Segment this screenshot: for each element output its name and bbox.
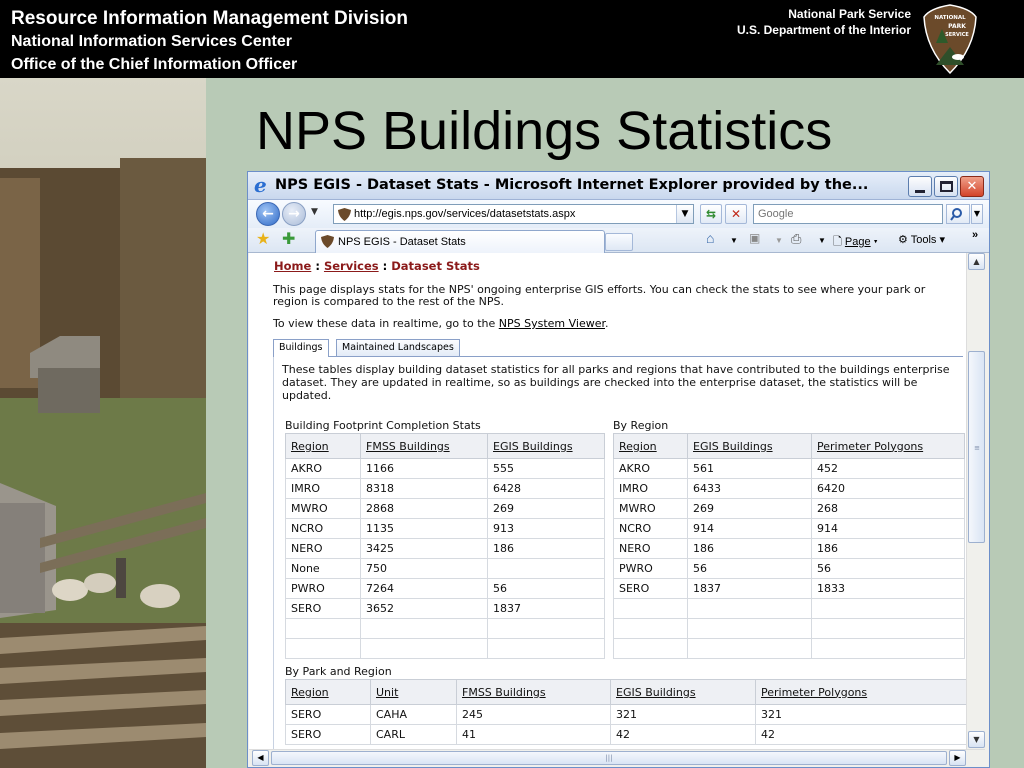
table-row bbox=[614, 539, 965, 559]
page-content bbox=[249, 253, 966, 749]
tools-menu-label: Tools bbox=[910, 234, 937, 246]
breadcrumb-home-link[interactable]: Home bbox=[274, 259, 312, 273]
table-row bbox=[614, 459, 965, 479]
region-table bbox=[613, 433, 965, 659]
table-cell bbox=[614, 599, 688, 619]
breadcrumb-current: Dataset Stats bbox=[391, 259, 480, 273]
table-cell: 42 bbox=[611, 725, 756, 745]
browser-window bbox=[247, 171, 990, 768]
nps-arrowhead-logo bbox=[922, 3, 978, 75]
table-row bbox=[286, 459, 605, 479]
column-header-region[interactable]: Region bbox=[614, 434, 688, 459]
home-icon[interactable]: ⌂ bbox=[706, 230, 715, 246]
table-cell bbox=[488, 639, 605, 659]
table-cell: 8318 bbox=[361, 479, 488, 499]
column-header-fmss-buildings[interactable]: FMSS Buildings bbox=[457, 680, 611, 705]
table-cell bbox=[688, 639, 812, 659]
table-row bbox=[614, 579, 965, 599]
table-cell bbox=[286, 619, 361, 639]
svg-text:NATIONAL: NATIONAL bbox=[934, 15, 966, 21]
search-button[interactable] bbox=[946, 204, 970, 224]
table-row bbox=[614, 559, 965, 579]
table-row bbox=[286, 499, 605, 519]
svg-text:PARK: PARK bbox=[948, 23, 966, 30]
table-cell: NERO bbox=[286, 539, 361, 559]
table-cell: CARL bbox=[371, 725, 457, 745]
empty-table-row bbox=[286, 619, 605, 639]
tab-maintained-landscapes[interactable]: Maintained Landscapes bbox=[336, 339, 460, 356]
search-icon bbox=[947, 205, 969, 223]
horizontal-scroll-thumb[interactable]: ||| bbox=[271, 751, 947, 765]
feeds-icon[interactable]: ▣ bbox=[749, 231, 761, 245]
recent-pages-dropdown[interactable]: ▼ bbox=[311, 207, 318, 217]
table-cell: 186 bbox=[688, 539, 812, 559]
table-cell: None bbox=[286, 559, 361, 579]
url-field[interactable] bbox=[333, 204, 694, 224]
print-dropdown-icon[interactable]: ▼ bbox=[818, 236, 826, 245]
table-cell bbox=[688, 599, 812, 619]
table-cell: 914 bbox=[812, 519, 965, 539]
table-cell: 913 bbox=[488, 519, 605, 539]
table-row bbox=[614, 519, 965, 539]
table-cell: PWRO bbox=[286, 579, 361, 599]
table-cell: 56 bbox=[488, 579, 605, 599]
table-cell bbox=[614, 619, 688, 639]
tab-nps-egis-dataset-stats[interactable] bbox=[315, 230, 605, 253]
table-row bbox=[286, 705, 967, 725]
table-cell bbox=[614, 639, 688, 659]
table-cell bbox=[812, 619, 965, 639]
breadcrumb bbox=[274, 259, 480, 273]
page-menu[interactable]: 🗋 Page ▾ bbox=[833, 236, 878, 248]
table-cell: 186 bbox=[488, 539, 605, 559]
maximize-button[interactable] bbox=[934, 176, 958, 197]
park-caption: By Park and Region bbox=[285, 665, 392, 678]
breadcrumb-services-link[interactable]: Services bbox=[323, 259, 379, 273]
nps-favicon-icon bbox=[338, 208, 351, 221]
column-header-perimeter-polygons[interactable]: Perimeter Polygons bbox=[756, 680, 967, 705]
table-cell: 6433 bbox=[688, 479, 812, 499]
office-name: Office of the Chief Information Officer bbox=[11, 56, 298, 73]
table-cell: 1135 bbox=[361, 519, 488, 539]
column-header-unit[interactable]: Unit bbox=[371, 680, 457, 705]
scroll-left-icon[interactable]: ◀ bbox=[252, 750, 269, 766]
table-cell: 3425 bbox=[361, 539, 488, 559]
agency-name: National Park Service bbox=[788, 7, 911, 21]
empty-table-row bbox=[614, 599, 965, 619]
table-cell bbox=[361, 619, 488, 639]
address-bar bbox=[248, 200, 989, 228]
table-cell bbox=[488, 559, 605, 579]
system-viewer-link[interactable]: NPS System Viewer bbox=[498, 317, 605, 330]
table-cell: 1166 bbox=[361, 459, 488, 479]
table-cell: 42 bbox=[756, 725, 967, 745]
search-input[interactable] bbox=[758, 206, 938, 222]
table-cell: 6420 bbox=[812, 479, 965, 499]
table-row bbox=[286, 519, 605, 539]
table-cell bbox=[688, 619, 812, 639]
table-cell: CAHA bbox=[371, 705, 457, 725]
empty-table-row bbox=[286, 639, 605, 659]
svg-text:SERVICE: SERVICE bbox=[945, 32, 969, 38]
department-name: U.S. Department of the Interior bbox=[736, 23, 911, 37]
empty-table-row bbox=[614, 619, 965, 639]
scroll-down-icon[interactable]: ▼ bbox=[968, 731, 985, 748]
table-cell: 268 bbox=[812, 499, 965, 519]
minimize-icon bbox=[915, 190, 925, 193]
table-cell: 41 bbox=[457, 725, 611, 745]
tab-label: NPS EGIS - Dataset Stats bbox=[338, 236, 466, 248]
more-commands-icon[interactable]: » bbox=[972, 229, 979, 241]
table-cell: PWRO bbox=[614, 559, 688, 579]
table-cell: SERO bbox=[286, 599, 361, 619]
scroll-up-icon[interactable]: ▲ bbox=[968, 253, 985, 270]
url-dropdown-icon[interactable]: ▼ bbox=[676, 205, 693, 223]
window-title: NPS EGIS - Dataset Stats - Microsoft Internet Explorer provided by the... bbox=[275, 177, 869, 193]
stop-button[interactable]: ✕ bbox=[725, 204, 747, 224]
feeds-dropdown-icon[interactable]: ▼ bbox=[775, 236, 783, 245]
table-row bbox=[286, 599, 605, 619]
forward-button[interactable]: → bbox=[282, 202, 306, 226]
breadcrumb-separator: : bbox=[382, 259, 388, 273]
url-input[interactable] bbox=[354, 206, 654, 222]
table-cell: 56 bbox=[812, 559, 965, 579]
table-cell: AKRO bbox=[286, 459, 361, 479]
empty-table-row bbox=[614, 639, 965, 659]
table-cell: NCRO bbox=[614, 519, 688, 539]
footprint-table bbox=[285, 433, 605, 659]
table-cell: MWRO bbox=[614, 499, 688, 519]
table-cell: NCRO bbox=[286, 519, 361, 539]
buildings-tab-panel bbox=[273, 356, 963, 749]
table-cell: 1837 bbox=[688, 579, 812, 599]
tab-intro: These tables display building dataset statistics for all parks and regions that have contributed to the buildings enterprise dataset. They are updated in realtime, so as buildings are checked into the enterprise dataset, the statistics will be updated. bbox=[282, 363, 950, 402]
table-cell: AKRO bbox=[614, 459, 688, 479]
vertical-scroll-thumb[interactable] bbox=[968, 351, 985, 543]
table-row bbox=[286, 559, 605, 579]
table-cell: IMRO bbox=[614, 479, 688, 499]
back-button[interactable]: ← bbox=[256, 202, 280, 226]
table-cell: SERO bbox=[286, 705, 371, 725]
table-cell: 56 bbox=[688, 559, 812, 579]
nps-favicon-icon bbox=[321, 235, 334, 248]
table-row bbox=[286, 725, 967, 745]
column-header-region[interactable]: Region bbox=[286, 434, 361, 459]
footprint-caption: Building Footprint Completion Stats bbox=[285, 419, 481, 432]
column-header-egis-buildings[interactable]: EGIS Buildings bbox=[488, 434, 605, 459]
horizontal-scrollbar[interactable] bbox=[249, 749, 985, 766]
search-options-dropdown[interactable]: ▼ bbox=[971, 204, 983, 224]
minimize-button[interactable] bbox=[908, 176, 932, 197]
close-icon: ✕ bbox=[966, 179, 978, 194]
column-header-perimeter-polygons[interactable]: Perimeter Polygons bbox=[812, 434, 965, 459]
slide-header bbox=[0, 0, 1024, 78]
table-cell: 269 bbox=[688, 499, 812, 519]
title-bar[interactable] bbox=[248, 172, 989, 200]
column-header-egis-buildings[interactable]: EGIS Buildings bbox=[688, 434, 812, 459]
table-row bbox=[286, 579, 605, 599]
table-cell: 561 bbox=[688, 459, 812, 479]
farm-photo bbox=[0, 78, 206, 768]
table-row bbox=[286, 539, 605, 559]
maximize-icon bbox=[940, 181, 953, 192]
slide-title: NPS Buildings Statistics bbox=[256, 101, 833, 161]
table-cell: 186 bbox=[812, 539, 965, 559]
tools-menu[interactable]: ⚙ Tools ▾ bbox=[898, 234, 945, 246]
column-header-region[interactable]: Region bbox=[286, 680, 371, 705]
table-cell: 555 bbox=[488, 459, 605, 479]
table-cell: 2868 bbox=[361, 499, 488, 519]
vertical-scrollbar[interactable] bbox=[966, 253, 985, 749]
table-cell: 245 bbox=[457, 705, 611, 725]
tab-bar bbox=[248, 228, 989, 253]
realtime-note bbox=[273, 318, 963, 330]
new-tab-button[interactable] bbox=[605, 233, 633, 251]
table-cell: 7264 bbox=[361, 579, 488, 599]
table-cell: 3652 bbox=[361, 599, 488, 619]
table-cell bbox=[286, 639, 361, 659]
table-cell: SERO bbox=[286, 725, 371, 745]
table-cell bbox=[812, 639, 965, 659]
division-name: Resource Information Management Division bbox=[11, 8, 408, 29]
home-dropdown-icon[interactable]: ▼ bbox=[730, 236, 738, 245]
park-region-table bbox=[285, 679, 966, 745]
page-menu-label: Page bbox=[844, 236, 871, 248]
table-cell bbox=[812, 599, 965, 619]
table-cell: 452 bbox=[812, 459, 965, 479]
table-row bbox=[614, 499, 965, 519]
internet-explorer-icon: e bbox=[254, 173, 267, 197]
table-cell: IMRO bbox=[286, 479, 361, 499]
realtime-note-text: To view these data in realtime, go to the bbox=[273, 317, 499, 330]
page-description: This page displays stats for the NPS' ongoing enterprise GIS efforts. You can check the stats to see where your park or region is compared to the rest of the NPS. bbox=[273, 283, 926, 308]
table-cell: 321 bbox=[756, 705, 967, 725]
close-button[interactable] bbox=[960, 176, 984, 197]
realtime-note-suffix: . bbox=[605, 317, 609, 330]
scroll-right-icon[interactable]: ▶ bbox=[949, 750, 966, 766]
table-cell: 269 bbox=[488, 499, 605, 519]
table-cell bbox=[361, 639, 488, 659]
breadcrumb-separator: : bbox=[315, 259, 320, 273]
grip-icon: ≡ bbox=[974, 444, 980, 452]
table-cell: NERO bbox=[614, 539, 688, 559]
table-cell: 914 bbox=[688, 519, 812, 539]
table-cell: 1837 bbox=[488, 599, 605, 619]
search-field[interactable] bbox=[753, 204, 943, 224]
add-favorites-icon[interactable]: ✚ bbox=[282, 229, 296, 248]
table-cell bbox=[488, 619, 605, 639]
tab-buildings[interactable]: Buildings bbox=[273, 339, 329, 357]
table-cell: 321 bbox=[611, 705, 756, 725]
table-cell: 6428 bbox=[488, 479, 605, 499]
refresh-button[interactable]: ⇆ bbox=[700, 204, 722, 224]
center-name: National Information Services Center bbox=[11, 33, 292, 50]
region-caption: By Region bbox=[613, 419, 669, 432]
column-header-egis-buildings[interactable]: EGIS Buildings bbox=[611, 680, 756, 705]
table-cell: 1833 bbox=[812, 579, 965, 599]
table-cell: MWRO bbox=[286, 499, 361, 519]
table-cell: 750 bbox=[361, 559, 488, 579]
favorites-star-icon[interactable]: ★ bbox=[256, 229, 271, 248]
table-row bbox=[286, 479, 605, 499]
table-cell: SERO bbox=[614, 579, 688, 599]
column-header-fmss-buildings[interactable]: FMSS Buildings bbox=[361, 434, 488, 459]
table-row bbox=[614, 479, 965, 499]
print-icon[interactable]: ⎙ bbox=[791, 231, 802, 246]
